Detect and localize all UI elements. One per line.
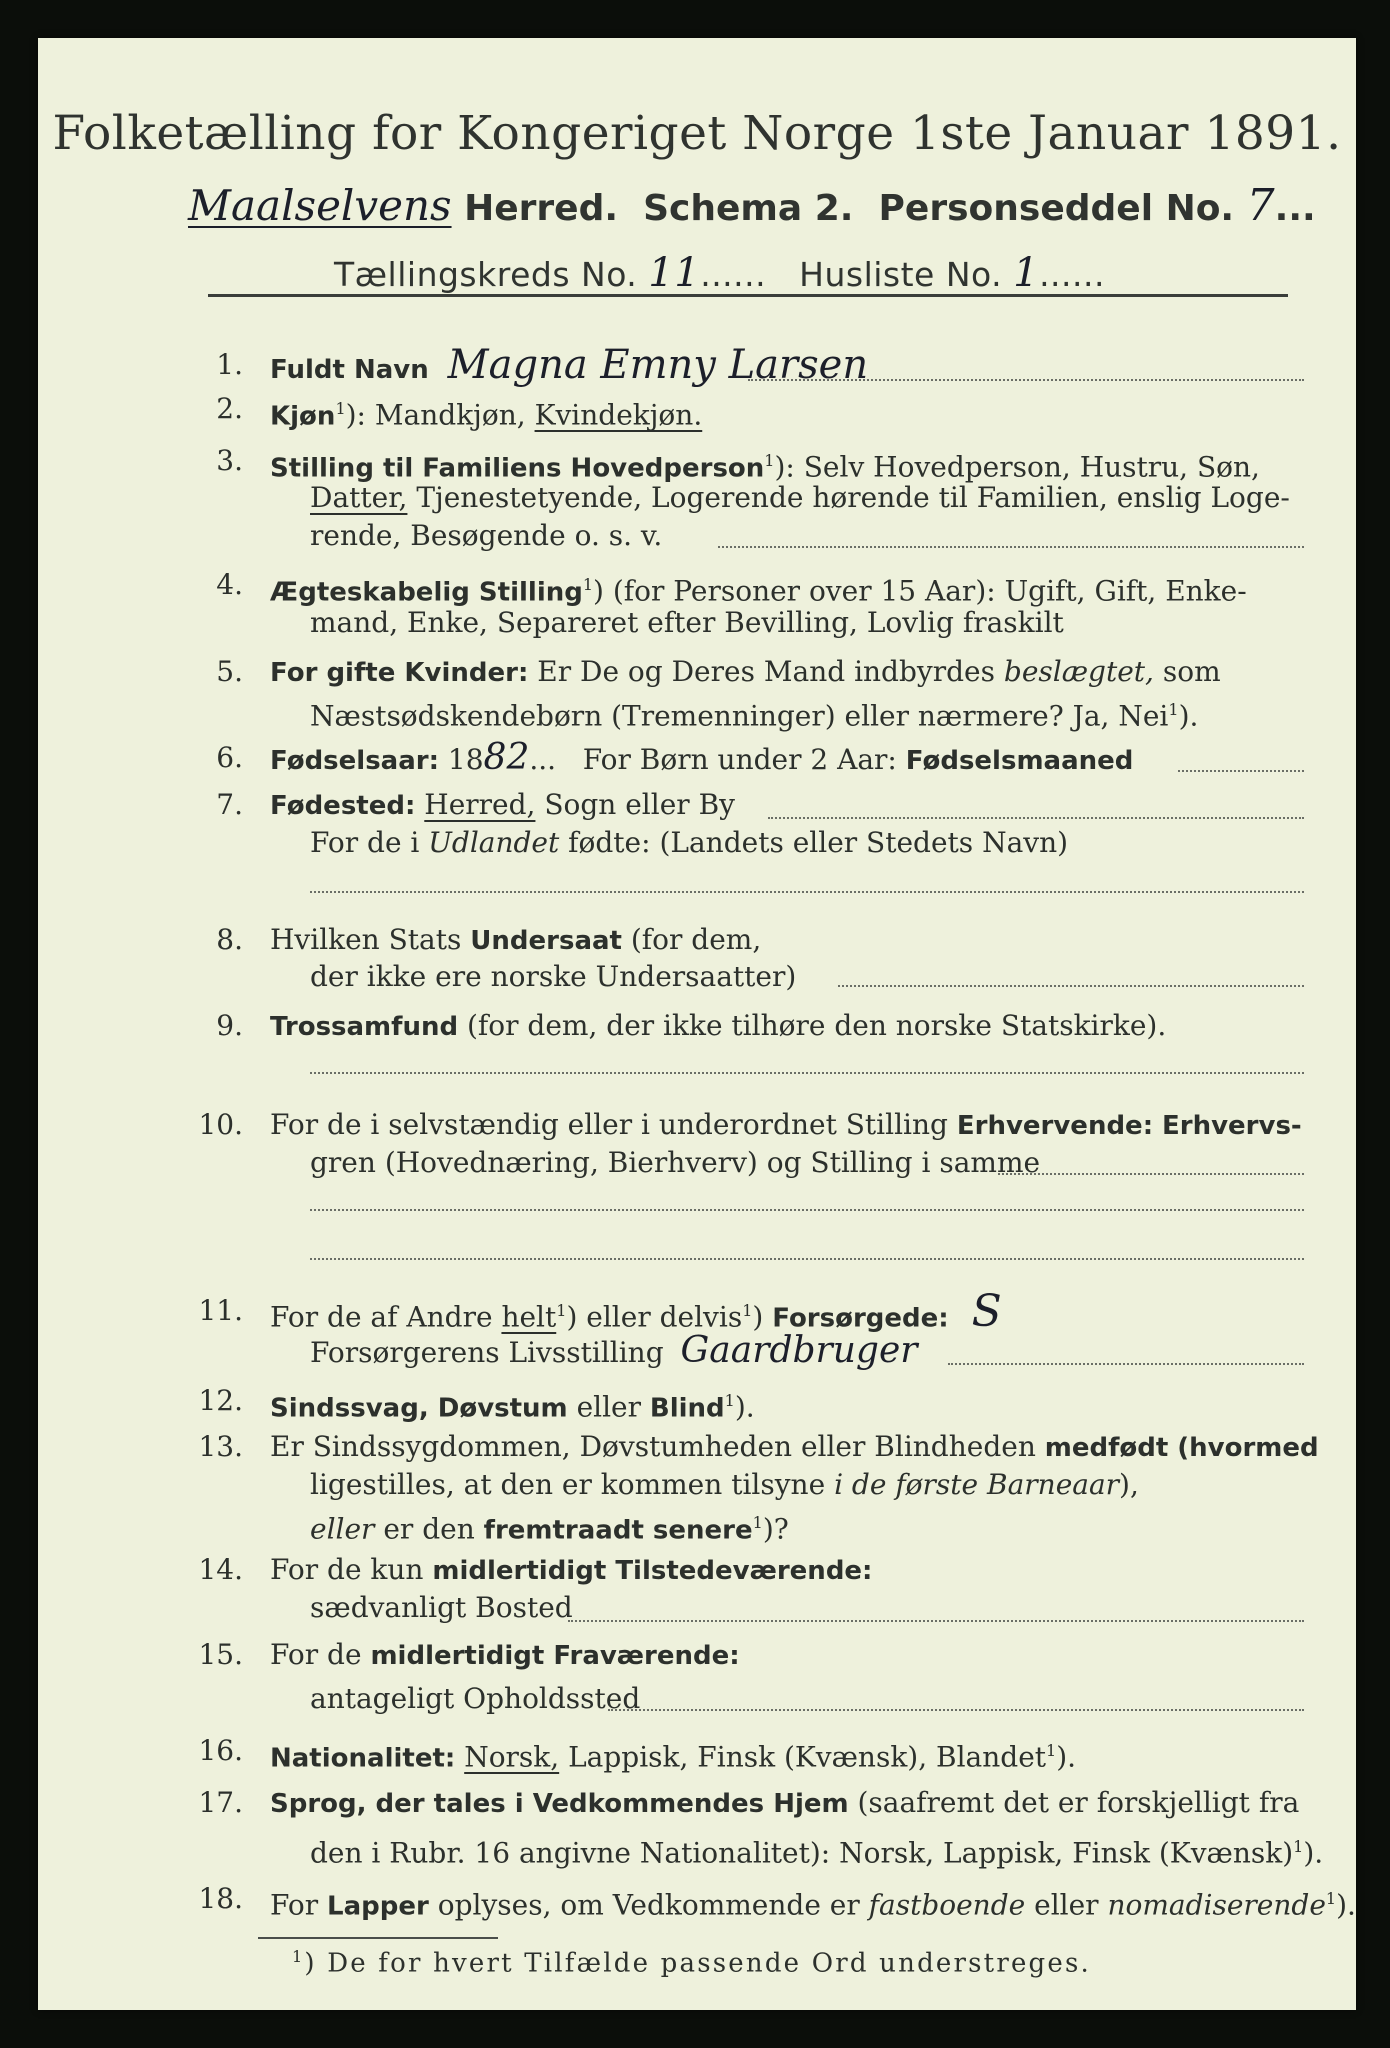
- q12-label: Sindssvag, Døvstum: [270, 1392, 568, 1423]
- q3-line3: rende, Besøgende o. s. v.: [310, 519, 663, 553]
- personseddel-number: 7: [1246, 180, 1275, 231]
- form-title: Folketælling for Kongeriget Norge 1ste Januar 1891.: [52, 106, 1342, 161]
- q7-line2: fødte: (Landets eller Stedets Navn): [568, 826, 1069, 860]
- q14-number: 14.: [198, 1553, 243, 1587]
- footnote: $^1$) De for hvert Tilfælde passende Ord understreges.: [292, 1947, 1091, 1979]
- q11-answer2: Gaardbruger: [680, 1329, 918, 1371]
- q11-selected-option: helt: [501, 1300, 557, 1334]
- q1-answer: Magna Emny Larsen: [447, 342, 869, 389]
- q5-number: 5.: [216, 655, 243, 689]
- kreds-label: Tællingskreds No.: [334, 255, 638, 294]
- q11-answer: S: [971, 1286, 1002, 1338]
- q5-italic-word: beslægtet,: [1003, 655, 1154, 689]
- personseddel-label: Personseddel No.: [878, 188, 1235, 229]
- q10-line2: gren (Hovednæring, Bierhverv) og Stilling i samme: [310, 1146, 1041, 1180]
- sheet-tail: [38, 38, 1356, 2010]
- q9-label: Trossamfund: [270, 1011, 459, 1042]
- q8-label: Undersaat: [470, 925, 622, 956]
- q11-line2: Forsørgerens Livsstilling: [310, 1335, 664, 1369]
- q15-number: 15.: [198, 1638, 243, 1672]
- q3-label: Stilling til Familiens Hovedperson: [270, 452, 765, 483]
- q2-label: Kjøn: [270, 401, 336, 432]
- q3-line1: ): Selv Hovedperson, Hustru, Søn,: [774, 449, 1260, 483]
- q16-selected-option: Norsk,: [464, 1740, 560, 1774]
- q3-number: 3.: [216, 443, 243, 477]
- municipality-handwritten: Maalselvens: [188, 181, 452, 230]
- q9-number: 9.: [216, 1008, 243, 1042]
- q15-line2: antageligt Opholdssted: [310, 1682, 641, 1716]
- q9-rest: (for dem, der ikke tilhøre den norske Statskirke).: [467, 1008, 1167, 1042]
- q7-rest: Sogn eller By: [544, 788, 735, 822]
- q12-number: 12.: [198, 1383, 243, 1417]
- q13-label: medfødt: [1044, 1433, 1169, 1464]
- q10-label: Erhvervende:: [956, 1111, 1154, 1142]
- header-line-kreds: Tællingskreds No. 11...... Husliste No. 1......: [334, 250, 1106, 296]
- q8-number: 8.: [216, 922, 243, 956]
- q10-number: 10.: [198, 1108, 243, 1142]
- husliste-label: Husliste No.: [799, 255, 1003, 294]
- q4-label: Ægteskabelig Stilling: [270, 577, 583, 608]
- herred-label: Herred.: [464, 188, 619, 229]
- q7-number: 7.: [216, 788, 243, 822]
- q1-label: Fuldt Navn: [270, 355, 429, 386]
- q6-answer: 82: [483, 737, 530, 779]
- q15-label: midlertidigt Fraværende:: [370, 1641, 740, 1672]
- q4-number: 4.: [216, 568, 243, 602]
- husliste-number: 1: [1013, 250, 1040, 296]
- q6-label: Fødselsaar:: [270, 746, 439, 777]
- q3-selected-option: Datter,: [310, 481, 408, 515]
- q5-line2: Næstsødskendebørn (Tremenninger) eller nærmere? Ja, Nei: [310, 699, 1169, 733]
- census-form-sheet: Folketælling for Kongeriget Norge 1ste Januar 1891. Maalselvens Herred. Schema 2. Personseddel No. 7... Tællingskreds No. 11...... Husliste No. 1...... 1. Fuldt Navn Magna Emny Larsen 2. Kjøn$^1$): Mandkjøn, Kvindekjøn. 3. Stilling til Familiens Hovedperson$^1$): Selv Hovedperson, Hustru, Søn, Datter, Tjenestetyende, Logerende hørende til Familien, enslig Loge- rende, Besøgende o. s. v. 4. Ægteskabelig Stilling$^1$) (for Personer over 15 Aar): Ugift, Gift, Enke- mand, Enke, Separeret efter Bevilling, Lovlig fraskilt 5. For gifte Kvinder: Er De og Deres Mand indbyrdes beslægtet, som Næstsødskendebørn (Tremenninger) eller nærmere? Ja, Nei$^1$). 6. Fødselsaar: 1882... For Børn under 2 Aar: Fødselsmaaned 7. Fødested: Herred, Sogn eller By For de i Udlandet fødte: (Landets eller Stedets Navn) 8. Hvilken Stats Undersaat (for dem, der ikke ere norske Undersaatter) 9. Trossamfund (for dem, der ikke tilhøre den norske Statskirke). 10. For de i selvstændig eller i underordnet Stilling Erhvervende: Erhvervs- gren (Hovednæring, Bierhverv) og Stilling i samme 11. For de af Andre helt$^1$) eller delvis$^1$) Forsørgede: S Forsørgerens Livsstilling Gaardbruger 12. Sindssvag, Døvstum eller Blind$^1$). 13. Er Sindssygdommen, Døvstumheden eller Blindheden medfødt (hvormed ligestilles, at den er kommen tilsyne i de første Barneaar), eller er den fremtraadt senere$^1$)? 14. For de kun midlertidigt Tilstedeværende: sædvanligt Bosted 15. For de midlertidigt Fraværende: antageligt Opholdssted 16. Nationalitet: Norsk, Lappisk, Finsk (Kvænsk), Blandet$^1$). 17. Sprog, der tales i Vedkommendes Hjem (saafremt det er forskjelligt fra den i Rubr. 16 angivne Nationalitet): Norsk, Lappisk, Finsk (Kvænsk)$^1$). 18. For Lapper oplyses, om Vedkommende er fastboende eller nomadiserende$^1$). $^1$) De for hvert Tilfælde passende Ord understreges.: [38, 38, 1356, 2010]
- q4-line1: ) (for Personer over 15 Aar): Ugift, Gift, Enke-: [593, 574, 1247, 608]
- q11-number: 11.: [198, 1294, 243, 1328]
- q2-selected-option: Kvindekjøn.: [534, 398, 703, 432]
- q2-options: ): Mandkjøn,: [345, 398, 526, 432]
- q7-label: Fødested:: [270, 791, 416, 822]
- q11-label: Forsørgede:: [772, 1303, 949, 1334]
- q13-number: 13.: [198, 1430, 243, 1464]
- kreds-number: 11: [648, 250, 701, 296]
- q14-line2: sædvanligt Bosted: [310, 1590, 573, 1624]
- q6-rest: For Børn under 2 Aar:: [582, 743, 897, 777]
- q5-line1: Er De og Deres Mand indbyrdes: [537, 655, 995, 689]
- q2-number: 2.: [216, 392, 243, 426]
- q6-number: 6.: [216, 741, 243, 775]
- q7-selected-option: Herred,: [424, 788, 536, 822]
- q5-line1-end: som: [1162, 655, 1221, 689]
- q6-bold-label: Fødselsmaaned: [905, 746, 1134, 777]
- q1-number: 1.: [216, 348, 243, 382]
- schema-label: Schema 2.: [643, 188, 854, 229]
- q14-label: midlertidigt Tilstedeværende:: [432, 1556, 873, 1587]
- q5-label: For gifte Kvinder:: [270, 658, 529, 689]
- q3-line2: Tjenestetyende, Logerende hørende til Familien, enslig Loge-: [416, 481, 1290, 515]
- header-line-municipality: Maalselvens Herred. Schema 2. Personseddel No. 7...: [188, 180, 1316, 231]
- q8-line2: der ikke ere norske Undersaatter): [310, 960, 797, 994]
- q4-line2: mand, Enke, Separeret efter Bevilling, Lovlig fraskilt: [310, 606, 1064, 640]
